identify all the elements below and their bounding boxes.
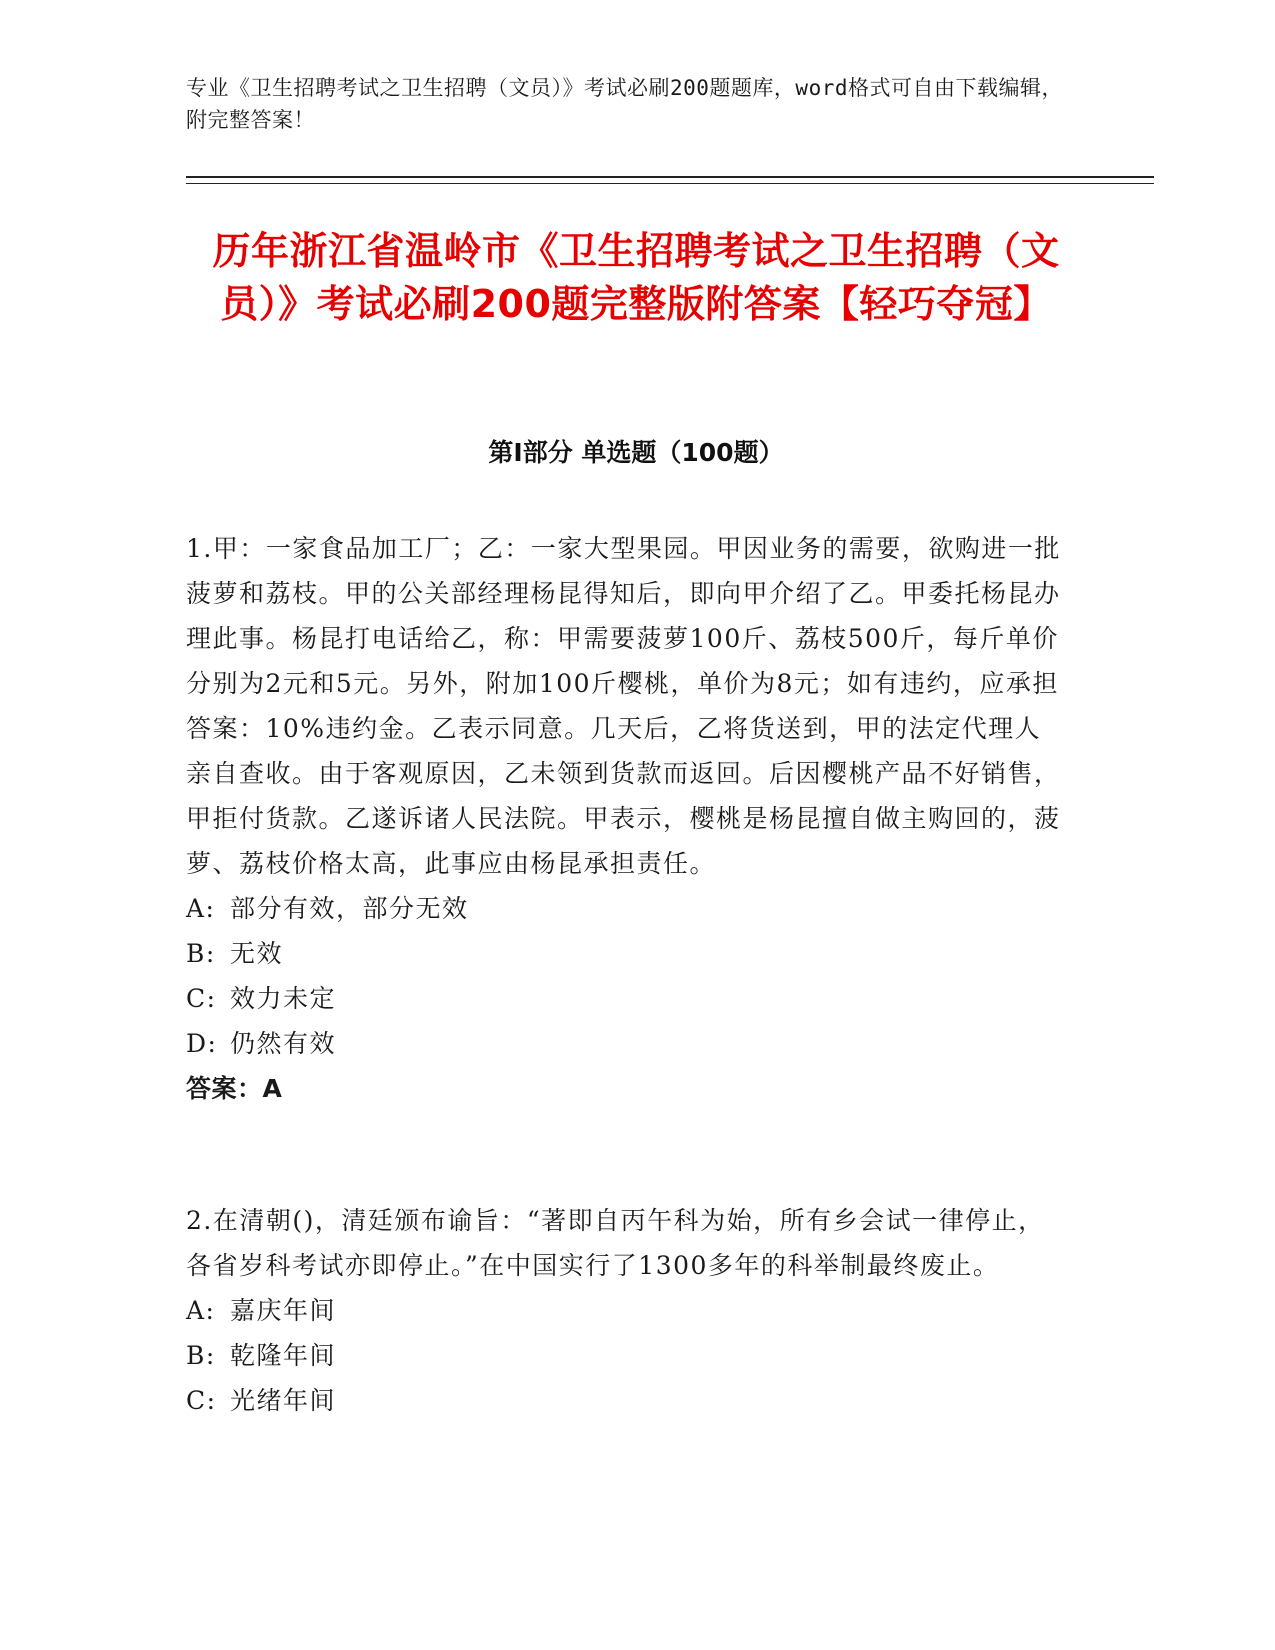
option-text: 无效 <box>230 939 284 968</box>
option-a <box>186 1288 1066 1333</box>
option-text: 效力未定 <box>230 984 337 1013</box>
section-title: 第I部分 单选题（100题） <box>488 438 784 467</box>
option-text: 部分有效，部分无效 <box>230 894 469 923</box>
header-rule-thick <box>186 176 1154 178</box>
question-stem: 2.在清朝()，清廷颁布谕旨：“著即自丙午科为始，所有乡会试一律停止，各省岁科考试亦即停止。”在中国实行了1300多年的科举制最终废止。 <box>186 1206 1045 1280</box>
option-c <box>186 1378 1066 1423</box>
option-letter: B: <box>186 1341 216 1370</box>
option-list <box>186 886 1066 1066</box>
option-letter: C: <box>186 984 217 1013</box>
option-letter: B: <box>186 939 216 968</box>
option-letter: A: <box>186 894 216 923</box>
option-b <box>186 1333 1066 1378</box>
option-a <box>186 886 1066 931</box>
question-1 <box>186 526 1066 1111</box>
question-answer: 答案：A <box>186 1074 283 1103</box>
question-2 <box>186 1198 1066 1423</box>
question-stem: 1.甲：一家食品加工厂；乙：一家大型果园。甲因业务的需要，欲购进一批菠萝和荔枝。甲的公关部经理杨昆得知后，即向甲介绍了乙。甲委托杨昆办理此事。杨昆打电话给乙，称：甲需要菠萝100斤、荔枝500斤，每斤单价分别为2元和5元。另外，附加100斤樱桃，单价为8元；如有违约，应承担答案：10%违约金。乙表示同意。几天后，乙将货送到，甲的法定代理人亲自查收。由于客观原因，乙未领到货款而返回。后因樱桃产品不好销售，甲拒付货款。乙遂诉诸人民法院。甲表示，樱桃是杨昆擅自做主购回的，菠萝、荔枝价格太高，此事应由杨昆承担责任。 <box>186 534 1061 878</box>
header-rule-thin <box>186 183 1154 184</box>
document-title: 历年浙江省温岭市《卫生招聘考试之卫生招聘（文员）》考试必刷200题完整版附答案【轻巧夺冠】 <box>212 229 1060 326</box>
option-letter: D: <box>186 1029 218 1058</box>
option-text: 乾隆年间 <box>230 1341 337 1370</box>
option-letter: A: <box>186 1296 216 1325</box>
option-c <box>186 976 1066 1021</box>
option-letter: C: <box>186 1386 217 1415</box>
option-d <box>186 1021 1066 1066</box>
header-note: 专业《卫生招聘考试之卫生招聘（文员）》考试必刷200题题库，word格式可自由下载编辑，附完整答案！ <box>186 76 1063 132</box>
option-list <box>186 1288 1066 1423</box>
option-text: 嘉庆年间 <box>230 1296 337 1325</box>
option-text: 光绪年间 <box>230 1386 337 1415</box>
option-b <box>186 931 1066 976</box>
option-text: 仍然有效 <box>230 1029 337 1058</box>
